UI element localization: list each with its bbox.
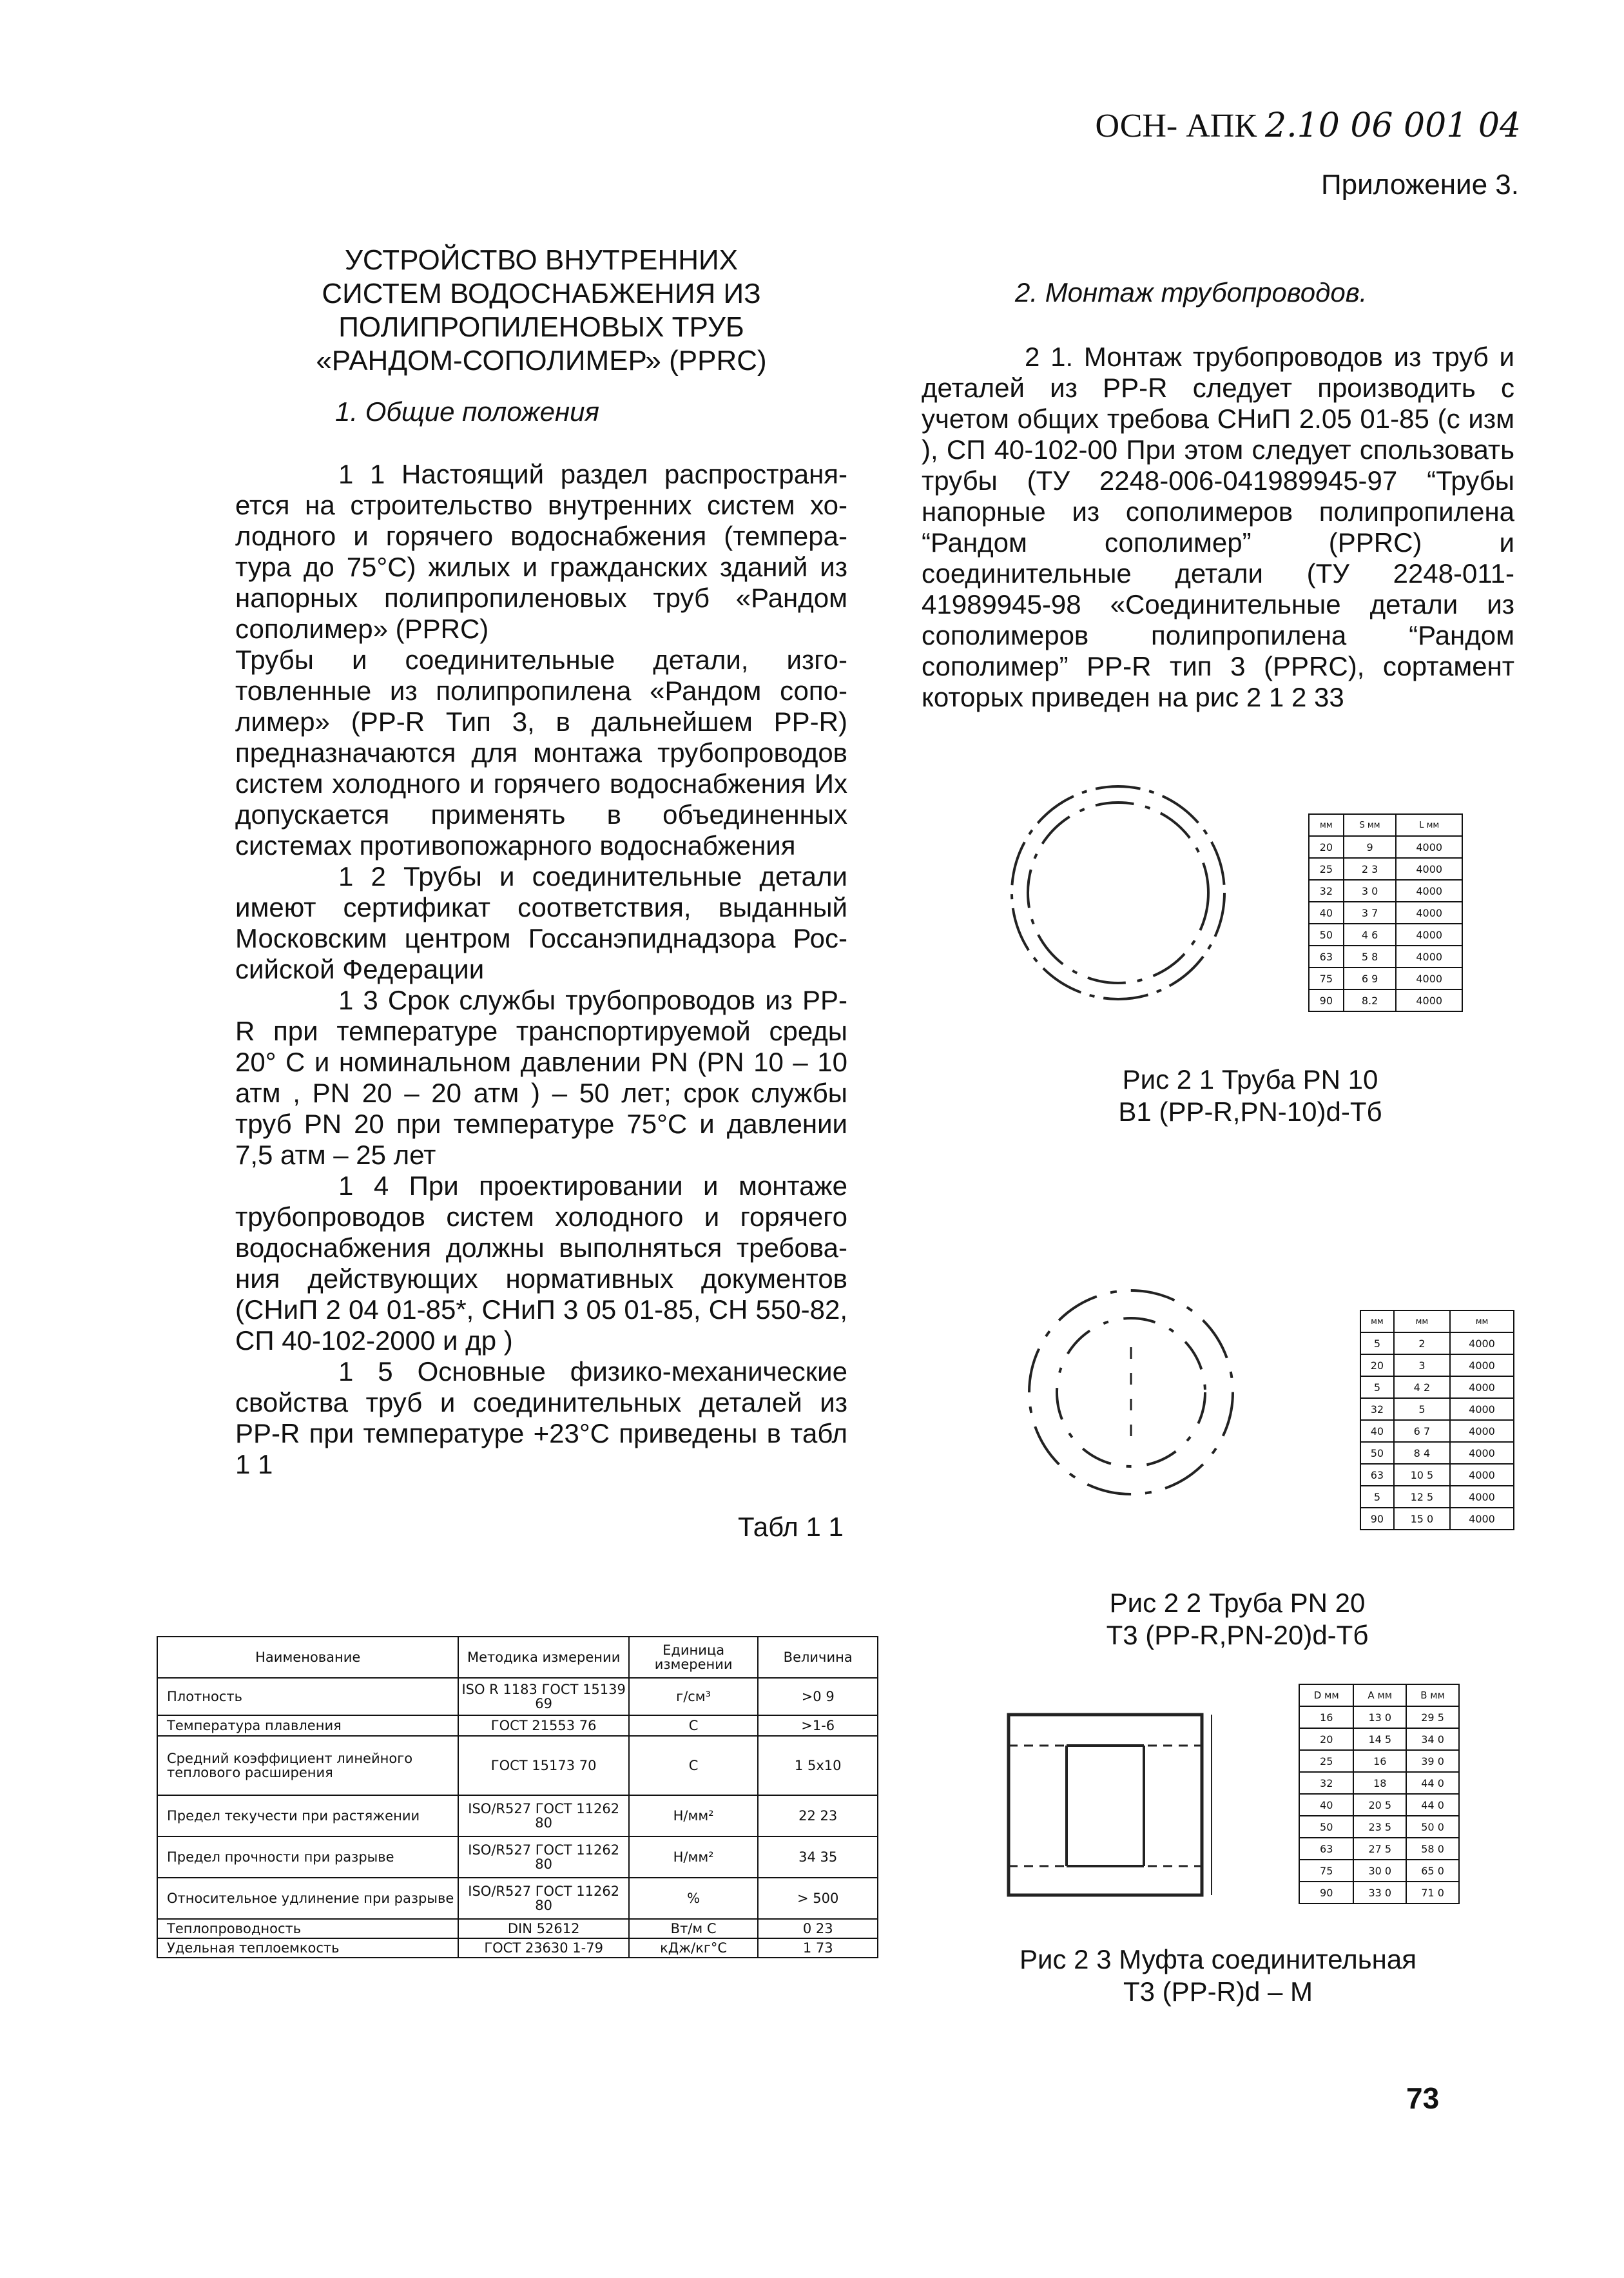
header-cell: мм [1360,1310,1394,1332]
paragraph: Трубы и соединительные детали, изго-товленные из полипропилена «Рандом сопо-лимер» (PP-R Тип 3, в дальнейшем PP-R) предназначаются для монтажа трубопроводов систем холодного и горячего водоснабжения Их допускается применять в объединенных системах противопожарного водоснабжения [235,645,847,861]
cell: >1-6 [758,1715,878,1736]
header-cell: Наименование [157,1637,458,1678]
table-label: Табл 1 1 [738,1512,844,1542]
document-code [1096,106,1522,145]
caption-line: Т3 (PP-R)d – M [1123,1976,1313,2007]
cell: 4000 [1450,1464,1514,1486]
cell: 4 6 [1344,924,1397,946]
left-body [235,459,847,1480]
header-cell: Величина [758,1637,878,1678]
cell: 4000 [1450,1442,1514,1464]
header-cell: A мм [1353,1684,1406,1706]
cell: 5 [1394,1398,1450,1420]
header-cell: мм [1309,814,1344,836]
cell: 32 [1360,1398,1394,1420]
paragraph: 1 2 Трубы и соединительные детали имеют сертификат соответствия, выданный Московским центром Госсанэпиднадзора Рос-сийской Федерации [235,861,847,984]
cell: 40 [1299,1794,1353,1816]
table-row [157,1938,878,1958]
cell: С [629,1736,759,1795]
pipe-cross-section-pn10-icon [1005,780,1231,1006]
cell: ГОСТ 23630 1-79 [458,1938,628,1958]
cell: 6 7 [1394,1420,1450,1442]
cell: 58 0 [1406,1838,1459,1860]
cell: 5 [1360,1376,1394,1398]
cell: 4000 [1450,1508,1514,1530]
cell: 65 0 [1406,1860,1459,1882]
cell: Относительное удлинение при разрыве [157,1878,458,1919]
cell: 10 5 [1394,1464,1450,1486]
title-line: СИСТЕМ ВОДОСНАБЖЕНИЯ ИЗ [322,278,761,309]
section-2-heading: 2. Монтаж трубопроводов. [1015,277,1368,307]
cell: 3 [1394,1354,1450,1376]
cell: 25 [1299,1750,1353,1772]
cell: Н/мм² [629,1795,759,1836]
cell: ISO/R527 ГОСТ 11262 80 [458,1836,628,1878]
cell: 4000 [1396,989,1462,1011]
cell: 4000 [1450,1398,1514,1420]
cell: 75 [1299,1860,1353,1882]
cell: Теплопроводность [157,1919,458,1938]
cell: 4000 [1396,924,1462,946]
cell: 3 7 [1344,902,1397,924]
cell: 1 5х10 [758,1736,878,1795]
caption-line: Рис 2 1 Труба PN 10 [1122,1064,1378,1095]
figure-2-1-caption [1050,1064,1450,1128]
cell: 25 [1309,858,1344,880]
cell: 32 [1299,1772,1353,1794]
paragraph: 1 5 Основные физико-механические свойства труб и соединительных деталей из PP-R при температуре +23°С приведены в табл 1 1 [235,1356,847,1479]
cell: Температура плавления [157,1715,458,1736]
paragraph: 1 4 При проектировании и монтаже трубопроводов систем холодного и горячего водоснабжения должны выполняться требова-ния действующих нормативных документов (СНиП 2 04 01-85*, СНиП 3 05 01-85, СН 550-82, СП 40-102-2000 и др ) [235,1171,847,1356]
cell: 1 73 [758,1938,878,1958]
figure-2-2-caption [1038,1587,1437,1651]
caption-line: В1 (PP-R,PN-10)d-Tб [1118,1096,1382,1127]
cell: 16 [1353,1750,1406,1772]
header-cell: мм [1394,1310,1450,1332]
cell: 33 0 [1353,1882,1406,1903]
caption-line: Рис 2 3 Муфта соединительная [1020,1944,1416,1974]
cell: 2 3 [1344,858,1397,880]
header-cell: L мм [1396,814,1462,836]
cell: 3 0 [1344,880,1397,902]
document-code-prefix: ОСН- АПК [1095,108,1257,144]
header-cell: D мм [1299,1684,1353,1706]
title-line: ПОЛИПРОПИЛЕНОВЫХ ТРУБ [338,311,744,343]
cell: 50 0 [1406,1816,1459,1838]
title-line: УСТРОЙСТВО ВНУТРЕННИХ [344,244,739,276]
cell: 4000 [1396,946,1462,968]
cell: 20 5 [1353,1794,1406,1816]
cell: 75 [1309,968,1344,989]
cell: 34 35 [758,1836,878,1878]
paragraph: 1 3 Срок службы трубопроводов из PP-R при температуре транспортируемой среды 20° С и номинальном давлении PN (PN 10 – 10 атм , PN 20 – 20 атм ) – 50 лет; срок службы труб PN 20 при температуре 75°С и давлении 7,5 атм – 25 лет [235,985,847,1170]
cell: > 500 [758,1878,878,1919]
section-1-heading: 1. Общие положения [335,396,599,427]
cell: 9 [1344,836,1397,858]
cell: 5 [1360,1332,1394,1354]
table-row [157,1836,878,1878]
cell: 22 23 [758,1795,878,1836]
cell: 16 [1299,1706,1353,1728]
cell: 40 [1309,902,1344,924]
header-cell: Методика измерении [458,1637,628,1678]
cell: 50 [1309,924,1344,946]
cell: 4000 [1396,836,1462,858]
cell: 44 0 [1406,1794,1459,1816]
cell: С [629,1715,759,1736]
cell: Вт/м С [629,1919,759,1938]
cell: 5 [1360,1486,1394,1508]
title-line: «РАНДОМ-СОПОЛИМЕР» (PPRC) [316,345,767,376]
cell: 4 2 [1394,1376,1450,1398]
cell: ISO R 1183 ГОСТ 15139 69 [458,1678,628,1715]
cell: 14 5 [1353,1728,1406,1750]
cell: 5 8 [1344,946,1397,968]
cell: 44 0 [1406,1772,1459,1794]
cell: 71 0 [1406,1882,1459,1903]
cell: DIN 52612 [458,1919,628,1938]
cell: 39 0 [1406,1750,1459,1772]
cell: 0 23 [758,1919,878,1938]
cell: >0 9 [758,1678,878,1715]
cell: 2 [1394,1332,1450,1354]
cell: ГОСТ 21553 76 [458,1715,628,1736]
caption-line: Рис 2 2 Труба PN 20 [1109,1588,1366,1618]
cell: ГОСТ 15173 70 [458,1736,628,1795]
properties-table [157,1636,878,1958]
cell: 90 [1299,1882,1353,1903]
table-row [157,1919,878,1938]
pipe-cross-section-pn20-icon [1021,1283,1241,1502]
pipe-pn10-table [1308,813,1463,1012]
cell: 50 [1360,1442,1394,1464]
cell: 34 0 [1406,1728,1459,1750]
figure-2-3-caption [986,1943,1450,2008]
document-code-handwritten: 2.10 06 001 04 [1265,106,1521,145]
cell: 4000 [1450,1354,1514,1376]
cell: 23 5 [1353,1816,1406,1838]
cell: кДж/кг°С [629,1938,759,1958]
cell: ISO/R527 ГОСТ 11262 80 [458,1795,628,1836]
cell: 15 0 [1394,1508,1450,1530]
header-cell: Единица измерении [629,1637,759,1678]
appendix-label: Приложение 3. [1321,169,1519,200]
paragraph: 1 1 Настоящий раздел распространя-ется на строительство внутренних систем хо-лодного и горячего водоснабжения (темпера-тура до 75°С) жилых и гражданских зданий из напорных полипропиленовых труб «Рандом сополимер» (PPRC) [235,459,847,644]
cell: 30 0 [1353,1860,1406,1882]
cell: Средний коэффициент линейного теплового расширения [157,1736,458,1795]
cell: 40 [1360,1420,1394,1442]
cell: 50 [1299,1816,1353,1838]
cell: ISO/R527 ГОСТ 11262 80 [458,1878,628,1919]
cell: 4000 [1396,968,1462,989]
table-header-row [157,1637,878,1678]
cell: 63 [1309,946,1344,968]
header-cell: S мм [1344,814,1397,836]
cell: 20 [1299,1728,1353,1750]
table-row [157,1795,878,1836]
cell: 63 [1360,1464,1394,1486]
cell: 12 5 [1394,1486,1450,1508]
header-cell: B мм [1406,1684,1459,1706]
table-row [157,1678,878,1715]
cell: 4000 [1396,880,1462,902]
page-title [232,244,851,378]
caption-line: Т3 (PP-R,PN-20)d-Tб [1106,1620,1369,1650]
cell: 8.2 [1344,989,1397,1011]
cell: 18 [1353,1772,1406,1794]
cell: 13 0 [1353,1706,1406,1728]
cell: 4000 [1396,858,1462,880]
cell: 90 [1309,989,1344,1011]
cell: 90 [1360,1508,1394,1530]
header-cell: мм [1450,1310,1514,1332]
cell: Предел прочности при разрыве [157,1836,458,1878]
pipe-pn20-table [1360,1310,1514,1530]
cell: 4000 [1396,902,1462,924]
cell: 4000 [1450,1420,1514,1442]
cell: 29 5 [1406,1706,1459,1728]
cell: 20 [1309,836,1344,858]
page-number: 73 [1406,2081,1440,2115]
table-row [157,1878,878,1919]
section-2-paragraph: 2 1. Монтаж трубопроводов из труб и деталей из PP-R следует производить с учетом общих требова СНиП 2.05 01-85 (с изм ), СП 40-102-00 При этом следует спользовать трубы (ТУ 2248-006-041989945-97 “Трубы напорные из сополимеров полипропилена “Рандом сополимер” (PPRC) и соединительные детали (ТУ 2248-011-41989945-98 «Соединительные детали из сополимеров полипропилена “Рандом сополимер” PP-R тип 3 (PPRC), сортамент которых приведен на рис 2 1 2 33 [922,342,1514,712]
cell: 32 [1309,880,1344,902]
table-row [157,1736,878,1795]
cell: 63 [1299,1838,1353,1860]
coupling-drawing-icon [1002,1702,1221,1908]
cell: Плотность [157,1678,458,1715]
cell: Н/мм² [629,1836,759,1878]
cell: 6 9 [1344,968,1397,989]
cell: % [629,1878,759,1919]
table-row [157,1715,878,1736]
cell: 4000 [1450,1486,1514,1508]
cell: г/см³ [629,1678,759,1715]
cell: 4000 [1450,1376,1514,1398]
cell: Удельная теплоемкость [157,1938,458,1958]
cell: 20 [1360,1354,1394,1376]
cell: 8 4 [1394,1442,1450,1464]
cell: Предел текучести при растяжении [157,1795,458,1836]
cell: 27 5 [1353,1838,1406,1860]
coupling-table [1299,1684,1460,1904]
cell: 4000 [1450,1332,1514,1354]
